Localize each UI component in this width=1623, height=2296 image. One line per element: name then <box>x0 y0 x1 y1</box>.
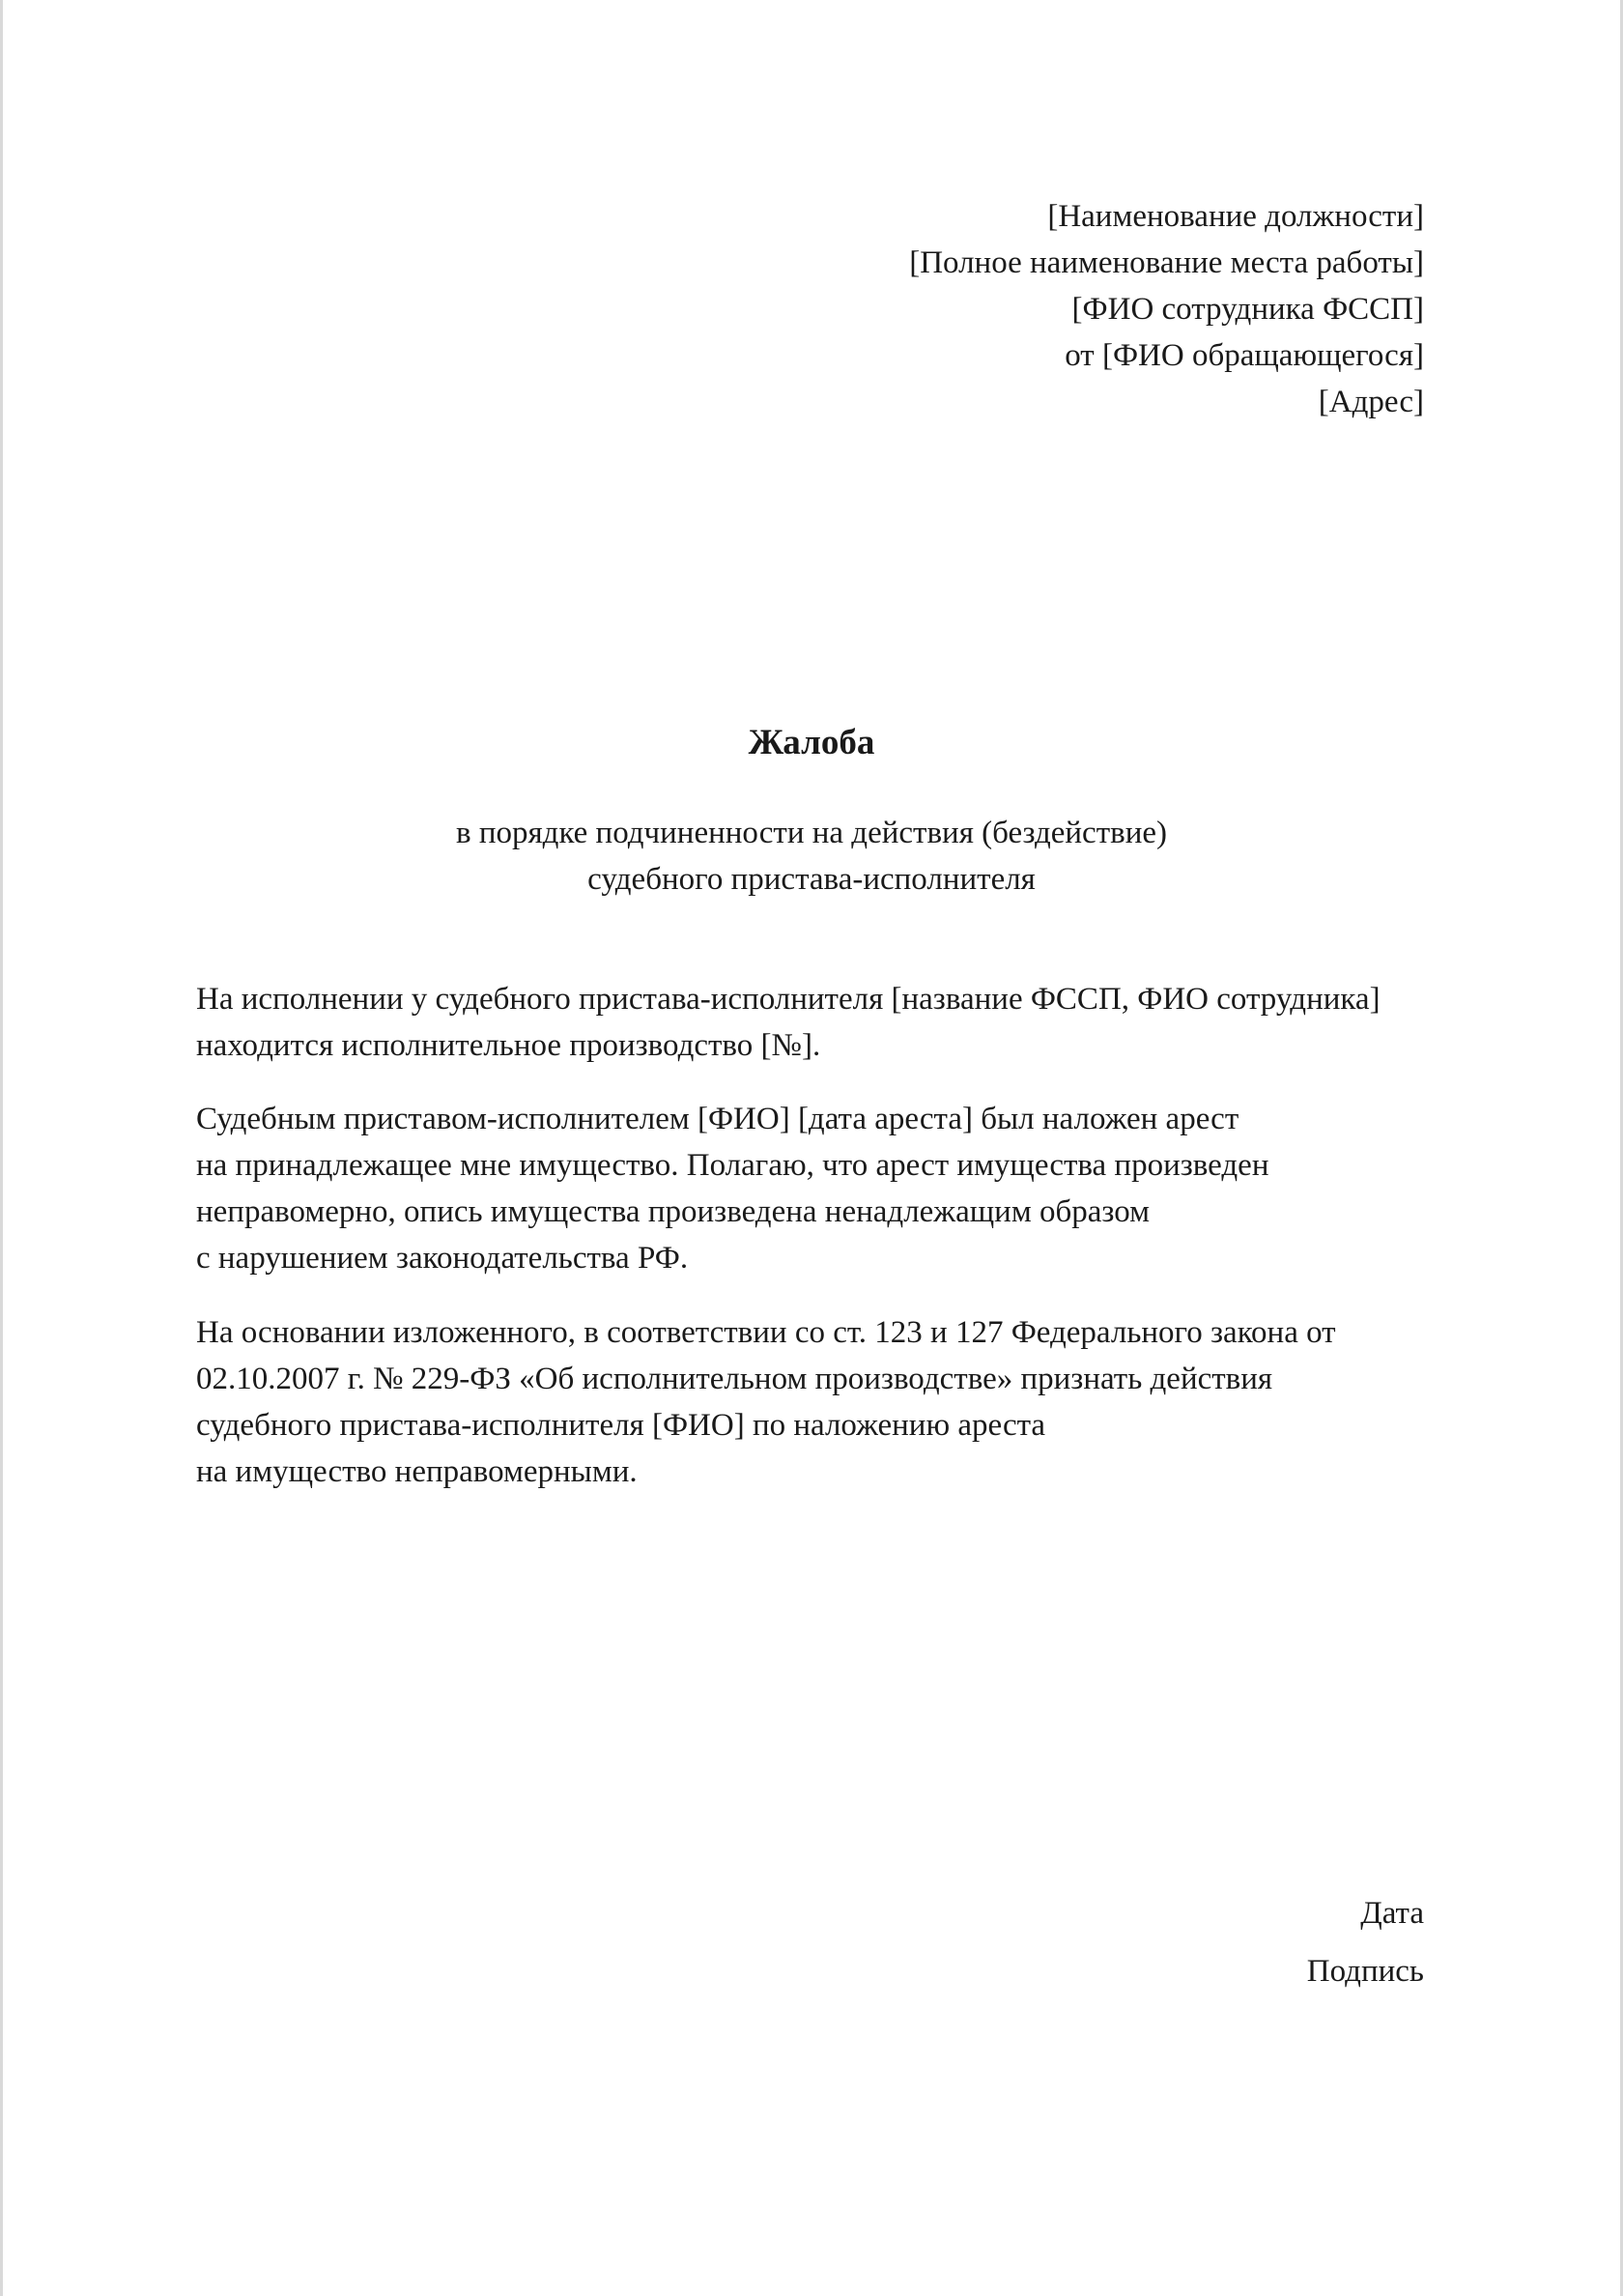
date-label: Дата <box>1360 1896 1424 1931</box>
page-left-edge <box>0 0 3 2296</box>
paragraph-line: 02.10.2007 г. № 229-ФЗ «Об исполнительном производстве» признать действия <box>196 1362 1273 1396</box>
sender-address: [Адрес] <box>1318 385 1424 419</box>
paragraph-request <box>196 1309 1452 1495</box>
paragraph-line: судебного пристава-исполнителя [ФИО] по наложению ареста <box>196 1408 1046 1443</box>
subtitle-line: судебного пристава-исполнителя <box>587 862 1036 897</box>
paragraph-enforcement-proceedings <box>196 976 1452 1069</box>
addressee-block <box>909 193 1424 425</box>
paragraph-line: на имущество неправомерными. <box>196 1454 638 1489</box>
paragraph-line: на принадлежащее мне имущество. Полагаю, что арест имущества произведен <box>196 1148 1269 1183</box>
subtitle-line: в порядке подчиненности на действия (бездействие) <box>455 816 1168 850</box>
addressee-workplace: [Полное наименование места работы] <box>909 245 1424 280</box>
signature-label: Подпись <box>1306 1954 1424 1989</box>
paragraph-line: На исполнении у судебного пристава-исполнителя [название ФССП, ФИО сотрудника] <box>196 982 1381 1017</box>
document-title: Жалоба <box>748 723 875 762</box>
paragraph-line: На основании изложенного, в соответствии со ст. 123 и 127 Федерального закона от <box>196 1315 1336 1350</box>
paragraph-arrest-details <box>196 1096 1452 1281</box>
addressee-position: [Наименование должности] <box>1047 199 1424 234</box>
paragraph-line: Судебным приставом-исполнителем [ФИО] [дата ареста] был наложен арест <box>196 1102 1239 1136</box>
paragraph-line: неправомерно, опись имущества произведена ненадлежащим образом <box>196 1194 1150 1229</box>
paragraph-line: с нарушением законодательства РФ. <box>196 1241 689 1276</box>
addressee-officer-name: [ФИО сотрудника ФССП] <box>1071 292 1424 327</box>
document-subtitle <box>0 810 1623 903</box>
sender-name: от [ФИО обращающегося] <box>1065 338 1424 373</box>
paragraph-line: находится исполнительное производство [№]. <box>196 1028 821 1063</box>
